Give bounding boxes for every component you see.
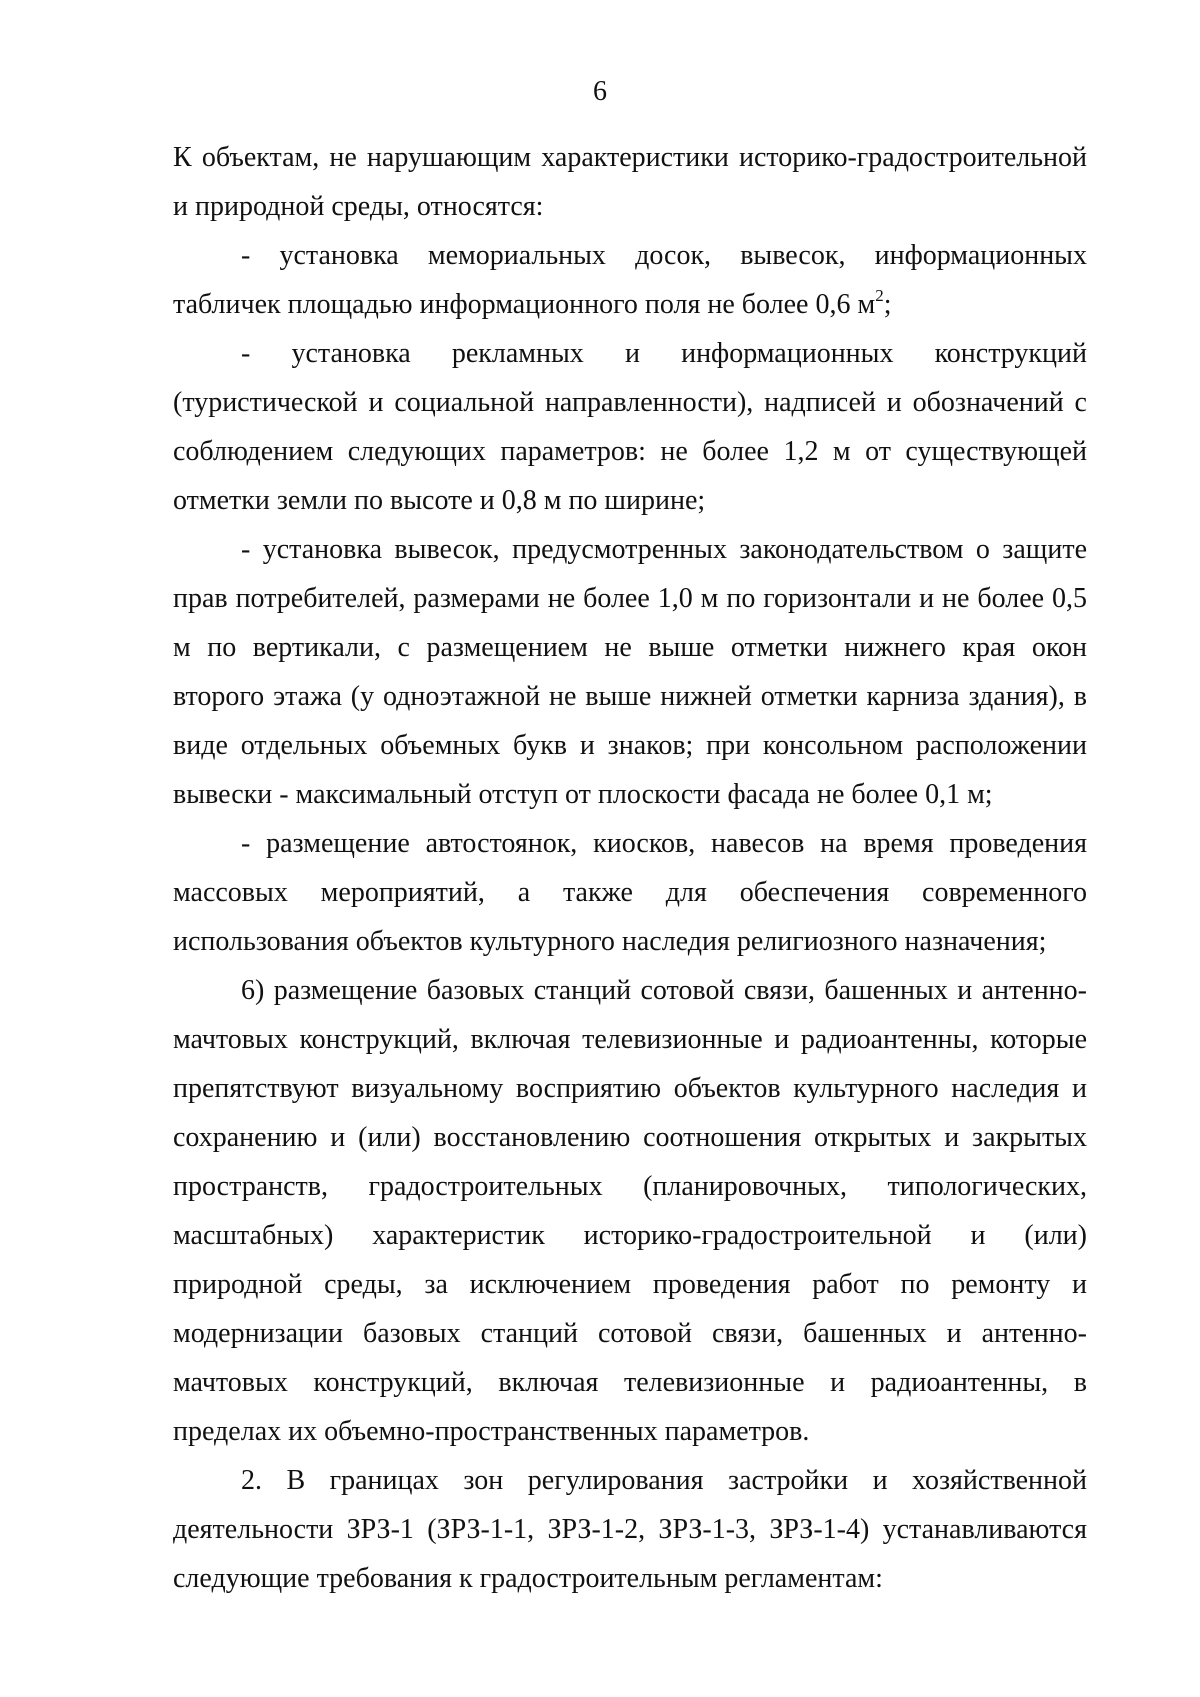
paragraph-zrz-requirements: 2. В границах зон регулирования застройки и хозяйственной деятельности ЗРЗ-1 (ЗРЗ-1-1, ЗРЗ-1-2, ЗРЗ-1-3, ЗРЗ-1-4) устанавливаются следующие требования к градостроительным регламентам:	[173, 1465, 1087, 1594]
paragraph-punctuation: ;	[883, 289, 892, 320]
page-number: 6	[593, 76, 607, 107]
paragraph-memorial-plaques	[173, 231, 1087, 329]
paragraph-text: - установка мемориальных досок, вывесок, информационных табличек площадью информационного поля не более 0,6 м	[173, 240, 1087, 320]
paragraph-base-stations: 6) размещение базовых станций сотовой связи, башенных и антенно-мачтовых конструкций, включая телевизионные и радиоантенны, которые препятствуют визуальному восприятию объектов культурного наследия и сохранению и (или) восстановлению соотношения открытых и закрытых пространств, градостроительных (планировочных, типологических, масштабных) характеристик историко-градостроительной и (или) природной среды, за исключением проведения работ по ремонту и модернизации базовых станций сотовой связи, башенных и антенно-мачтовых конструкций, включая телевизионные и радиоантенны, в пределах их объемно-пространственных параметров.	[173, 975, 1087, 1447]
paragraph-signboards: - установка вывесок, предусмотренных законодательством о защите прав потребителей, размерами не более 1,0 м по горизонтали и не более 0,5 м по вертикали, с размещением не выше отметки нижнего края окон второго этажа (у одноэтажной не выше нижней отметки карниза здания), в виде отдельных объемных букв и знаков; при консольном расположении вывески - максимальный отступ от плоскости фасада не более 0,1 м;	[173, 534, 1087, 810]
superscript: 2	[875, 285, 884, 305]
document-body	[173, 133, 1087, 1603]
paragraph-parking-kiosks: - размещение автостоянок, киосков, навесов на время проведения массовых мероприятий, а также для обеспечения современного использования объектов культурного наследия религиозного назначения;	[173, 828, 1087, 957]
paragraph-advertising-structures: - установка рекламных и информационных конструкций (туристической и социальной направленности), надписей и обозначений с соблюдением следующих параметров: не более 1,2 м от существующей отметки земли по высоте и 0,8 м по ширине;	[173, 338, 1087, 516]
paragraph-intro: К объектам, не нарушающим характеристики историко-градостроительной и природной среды, относятся:	[173, 142, 1087, 222]
